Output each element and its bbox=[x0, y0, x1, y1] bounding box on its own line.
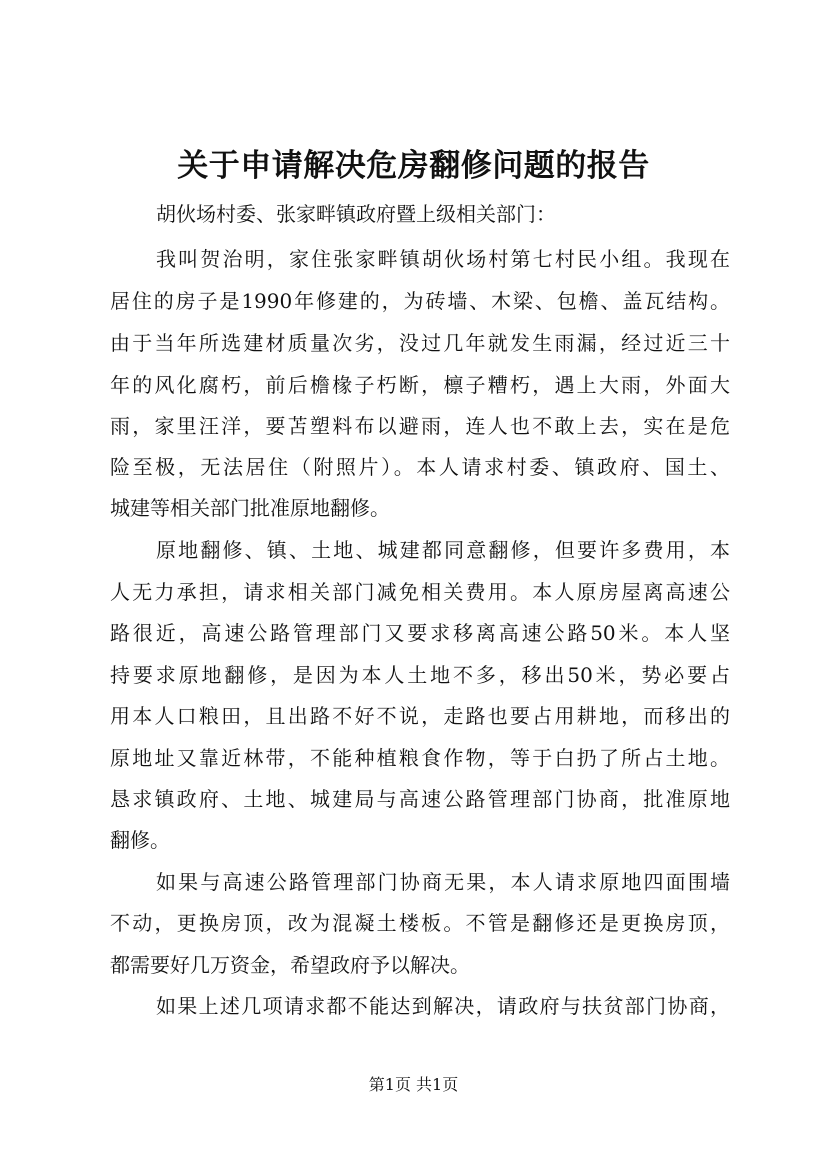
body-line: 如果上述几项请求都不能达到解决，请政府与扶贫部门协商， bbox=[156, 994, 730, 1018]
body-line: 城建等相关部门批准原地翻修。 bbox=[110, 496, 390, 520]
body-line: 居住的房子是1990年修建的，为砖墙、木梁、包檐、盖瓦结构。 bbox=[110, 289, 730, 313]
body-line: 原地址又靠近林带，不能种植粮食作物，等于白扔了所占土地。 bbox=[110, 746, 730, 770]
salutation: 胡伙场村委、张家畔镇政府暨上级相关部门： bbox=[156, 202, 556, 226]
document-title: 关于申请解决危房翻修问题的报告 bbox=[177, 148, 650, 184]
body-line: 由于当年所选建材质量次劣，没过几年就发生雨漏，经过近三十 bbox=[110, 331, 730, 355]
body-line: 如果与高速公路管理部门协商无果，本人请求原地四面围墙 bbox=[156, 870, 730, 894]
body-line: 持要求原地翻修，是因为本人土地不多，移出50米，势必要占 bbox=[110, 663, 730, 687]
body-line: 用本人口粮田，且出路不好不说，走路也要占用耕地，而移出的 bbox=[110, 704, 730, 728]
body-line: 雨，家里汪洋，要苫塑料布以避雨，连人也不敢上去，实在是危 bbox=[110, 414, 730, 438]
page-footer: 第1页 共1页 bbox=[368, 1075, 459, 1094]
body-line: 险至极，无法居住（附照片）。本人请求村委、镇政府、国土、 bbox=[110, 455, 730, 479]
body-line: 不动，更换房顶，改为混凝土楼板。不管是翻修还是更换房顶， bbox=[110, 911, 730, 935]
body-line: 年的风化腐朽，前后檐椽子朽断，檩子糟朽，遇上大雨，外面大 bbox=[110, 373, 730, 397]
body-line: 我叫贺治明，家住张家畔镇胡伙场村第七村民小组。我现在 bbox=[156, 247, 730, 271]
body-line: 都需要好几万资金，希望政府予以解决。 bbox=[110, 953, 470, 977]
body-line: 人无力承担，请求相关部门减免相关费用。本人原房屋离高速公 bbox=[110, 580, 730, 604]
body-line: 原地翻修、镇、土地、城建都同意翻修，但要许多费用，本 bbox=[156, 538, 730, 562]
body-line: 翻修。 bbox=[110, 828, 170, 852]
body-line: 路很近，高速公路管理部门又要求移离高速公路50米。本人坚 bbox=[110, 621, 730, 645]
body-line: 恳求镇政府、土地、城建局与高速公路管理部门协商，批准原地 bbox=[110, 787, 730, 811]
